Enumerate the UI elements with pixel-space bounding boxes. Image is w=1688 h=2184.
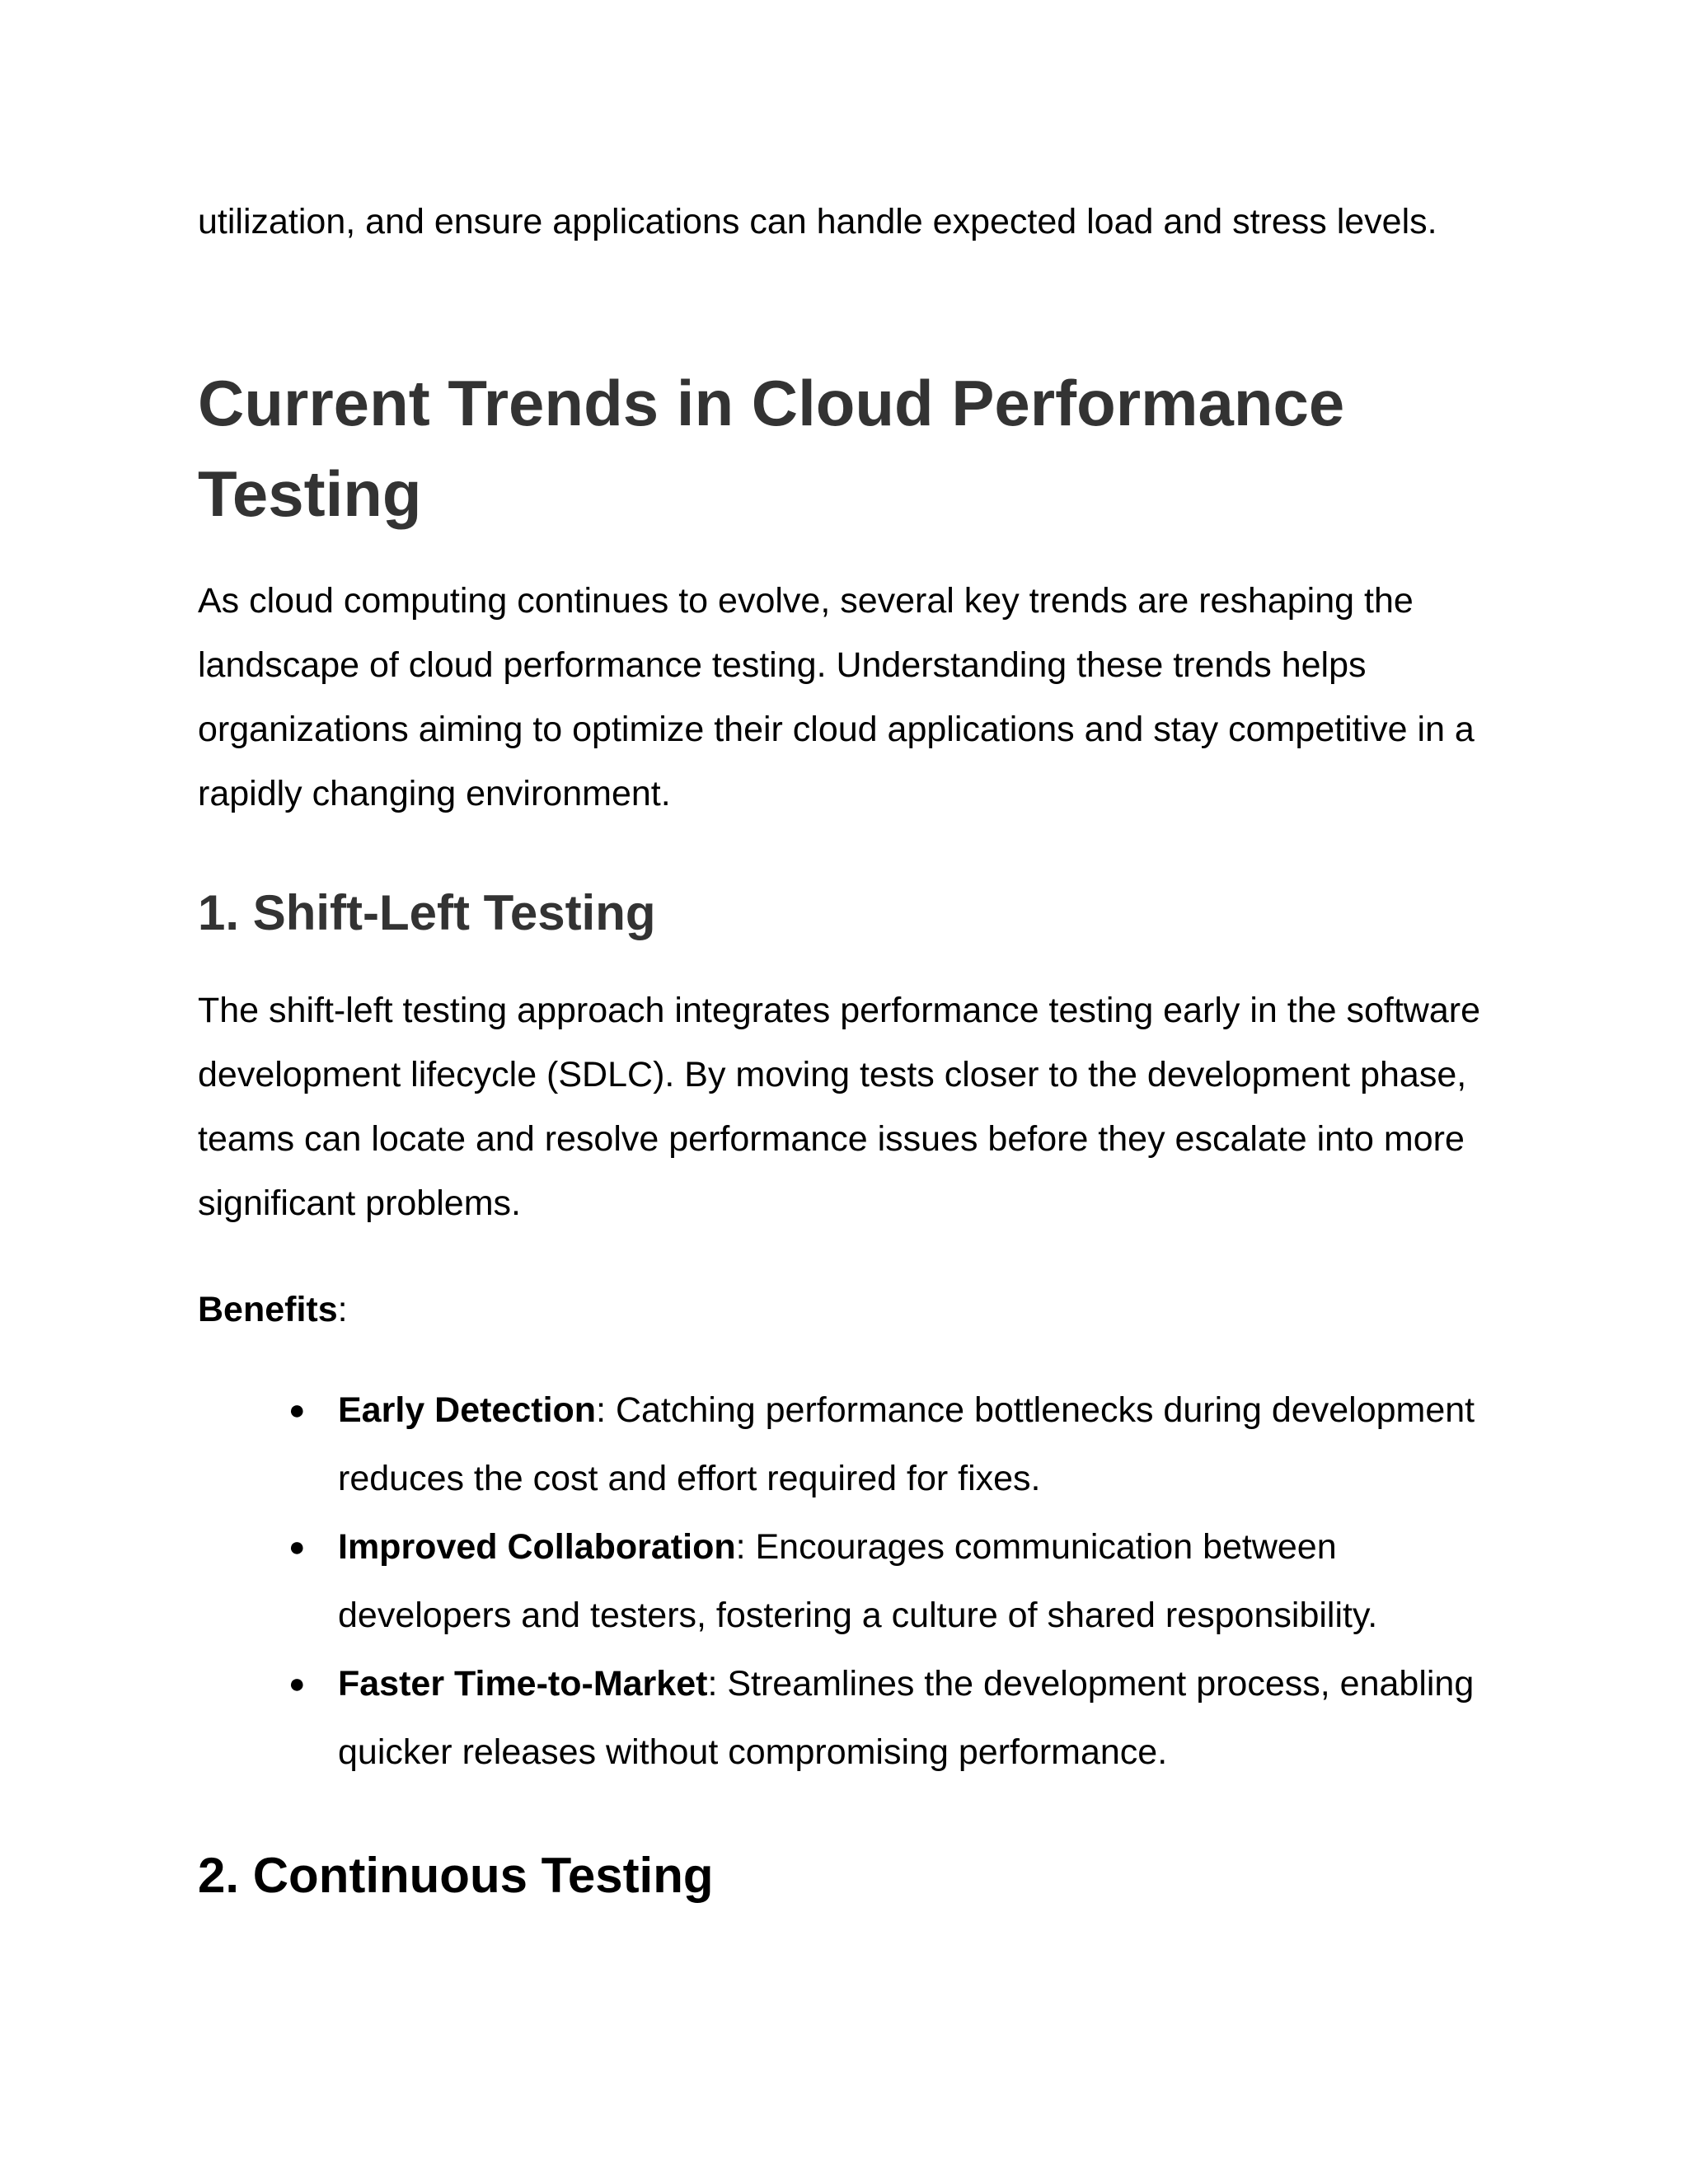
section-heading: Current Trends in Cloud Performance Testing: [198, 367, 1345, 530]
benefits-list: [288, 1376, 1500, 1787]
intro-paragraph: utilization, and ensure applications can handle expected load and stress levels.: [198, 202, 1437, 241]
list-item: [288, 1513, 1500, 1650]
benefit-title: Early Detection: [338, 1390, 597, 1430]
bullet-icon: ●: [288, 1394, 306, 1426]
shift-left-heading: 1. Shift-Left Testing: [198, 885, 656, 940]
benefits-label-text: Benefits: [198, 1290, 338, 1329]
shift-left-paragraph: The shift-left testing approach integrates performance testing early in the software development lifecycle (SDLC). By moving tests closer to the development phase, teams can locate and resolve performance issues before they escalate into more significant problems.: [198, 991, 1480, 1223]
bullet-icon: ●: [288, 1531, 306, 1563]
benefit-text: : Catching performance bottlenecks during development reduces the cost and effort required for fixes.: [338, 1390, 1475, 1498]
benefit-text: : Streamlines the development process, enabling quicker releases without compromising performance.: [338, 1664, 1475, 1772]
list-item: [288, 1650, 1500, 1787]
continuous-testing-heading: 2. Continuous Testing: [198, 1848, 714, 1903]
benefits-label: [198, 1277, 348, 1342]
benefit-text: : Encourages communication between developers and testers, fostering a culture of shared responsibility.: [338, 1527, 1378, 1635]
bullet-icon: ●: [288, 1668, 306, 1699]
list-item: [288, 1376, 1500, 1513]
benefit-title: Faster Time-to-Market: [338, 1664, 708, 1704]
benefits-colon: :: [337, 1290, 348, 1329]
section-paragraph: As cloud computing continues to evolve, several key trends are reshaping the landscape of cloud performance testing. Understanding these trends helps organizations aiming to optimize their cloud applications and stay competitive in a rapidly changing environment.: [198, 581, 1475, 813]
benefit-title: Improved Collaboration: [338, 1527, 736, 1567]
